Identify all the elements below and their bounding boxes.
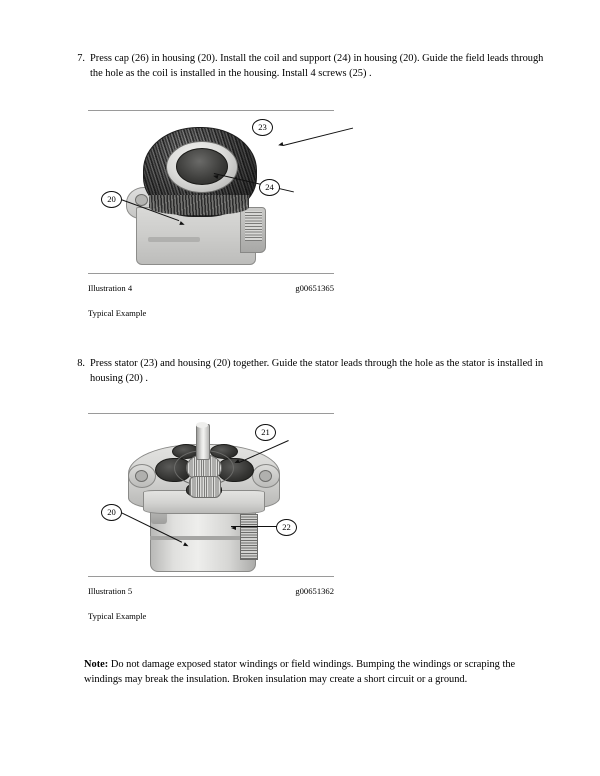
illustration-label: Illustration 5 bbox=[88, 586, 133, 596]
armature-shaft bbox=[196, 424, 210, 460]
stator-bore-inner bbox=[176, 148, 228, 185]
figure-photo-illustration-4 bbox=[88, 111, 334, 273]
callout-22: 22 bbox=[276, 519, 297, 536]
stator-winding-lower-band bbox=[149, 195, 249, 215]
figure-photo-illustration-5 bbox=[88, 414, 334, 576]
figure-caption-row bbox=[88, 283, 334, 297]
procedure-step-7 bbox=[70, 52, 550, 81]
photo-starter-motor-assembly bbox=[88, 414, 334, 576]
leader-line-23 bbox=[283, 128, 353, 146]
figure-rule-bottom bbox=[88, 273, 334, 274]
illustration-graphic-id: g00651362 bbox=[295, 586, 334, 596]
step-number: 8. bbox=[77, 358, 85, 369]
callout-20: 20 bbox=[101, 504, 122, 521]
leader-line-22 bbox=[231, 526, 279, 527]
callout-20: 20 bbox=[101, 191, 122, 208]
housing-vent-ridges bbox=[245, 211, 262, 241]
motor-housing-seam bbox=[150, 536, 254, 540]
pinion-lower-splines bbox=[189, 476, 221, 498]
figure-rule-bottom bbox=[88, 576, 334, 577]
housing-seam bbox=[148, 237, 200, 242]
photo-stator-housing-assembly bbox=[88, 111, 334, 273]
shaft-tip bbox=[196, 422, 208, 428]
note-block bbox=[84, 658, 550, 687]
note-label: Note: bbox=[84, 659, 109, 670]
procedure-step-8 bbox=[70, 357, 550, 386]
illustration-subcaption: Typical Example bbox=[88, 611, 147, 621]
illustration-graphic-id: g00651365 bbox=[295, 283, 334, 293]
callout-24: 24 bbox=[259, 179, 280, 196]
callout-21: 21 bbox=[255, 424, 276, 441]
figure-illustration-5 bbox=[88, 413, 334, 621]
leader-arrow-24 bbox=[213, 174, 219, 179]
illustration-subcaption: Typical Example bbox=[88, 308, 147, 318]
step-text: Press cap (26) in housing (20). Install the coil and support (24) in housing (20). Guide the field leads through the hole as the coil is installed in the housing. Install 4 screws (25) . bbox=[90, 53, 544, 79]
illustration-label: Illustration 4 bbox=[88, 283, 133, 293]
note-text: Do not damage exposed stator windings or field windings. Bumping the windings or scraping the windings may break the insulation. Broken insulation may create a short circuit or a ground. bbox=[84, 659, 516, 685]
leader-arrow-23 bbox=[278, 142, 284, 147]
leader-arrow-22 bbox=[231, 526, 236, 530]
left-bolt-hole bbox=[135, 470, 148, 482]
step-text: Press stator (23) and housing (20) together. Guide the stator leads through the hole as the stator is installed in housing (20) . bbox=[90, 358, 544, 384]
figure-illustration-4 bbox=[88, 110, 334, 318]
callout-23: 23 bbox=[252, 119, 273, 136]
right-bolt-hole bbox=[259, 470, 272, 482]
figure-caption-row bbox=[88, 586, 334, 600]
motor-terminal-ridges bbox=[240, 514, 258, 560]
step-number: 7. bbox=[77, 53, 85, 64]
